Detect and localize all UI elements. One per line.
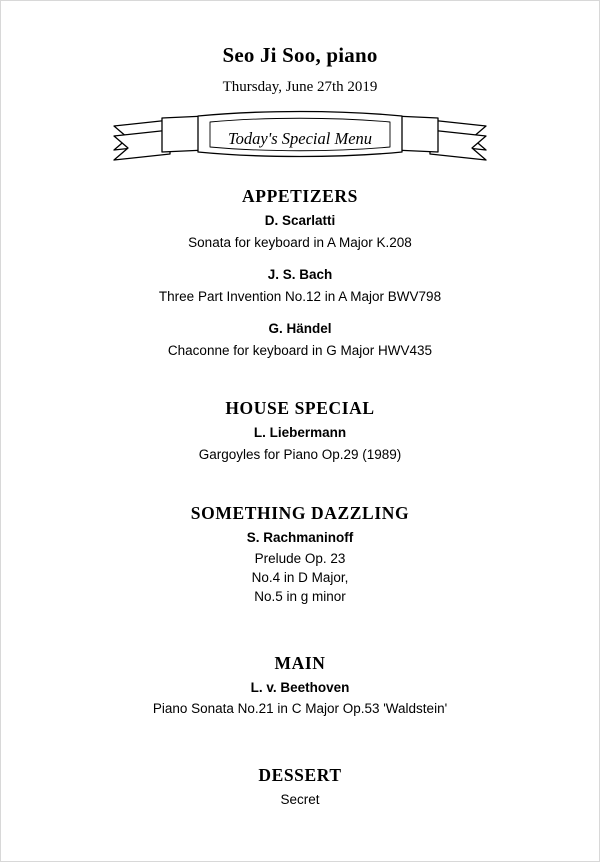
work-title-lines [41,549,559,606]
work-title-line: Prelude Op. 23 [254,551,346,567]
section-title: DESSERT [258,764,342,785]
recital-date: Thursday, June 27th 2019 [222,79,378,95]
menu-item [41,790,559,810]
work-title: Three Part Invention No.12 in A Major BWV798 [158,288,442,304]
page-title: Seo Ji Soo, piano [222,43,378,67]
ribbon-label: Today's Special Menu [227,128,373,148]
section-title: APPETIZERS [242,186,358,206]
composer-name: L. v. Beethoven [250,679,350,695]
menu-list [41,186,559,809]
composer-name: G. Händel [268,321,332,337]
menu-item [41,528,559,607]
menu-section-something-dazzling [41,503,559,607]
menu-item [41,319,559,360]
menu-section-house-special [41,398,559,464]
composer-name: D. Scarlatti [264,213,336,228]
section-title: SOMETHING DAZZLING [190,502,410,523]
composer-name: S. Rachmaninoff [246,529,354,545]
menu-section-dessert [41,765,559,810]
work-title: Chaconne for keyboard in G Major HWV435 [167,342,433,358]
section-title: HOUSE SPECIAL [225,398,375,419]
menu-item [41,423,559,464]
work-title: Piano Sonata No.21 in C Major Op.53 'Waldstein' [152,701,448,717]
menu-section-appetizers [41,186,559,360]
section-spacer [41,370,559,398]
section-spacer [41,729,559,765]
menu-item [41,265,559,306]
work-title-line: No.5 in g minor [254,589,346,605]
section-spacer [41,617,559,653]
program-content [1,1,599,809]
ribbon-banner [41,110,559,172]
composer-name: L. Liebermann [253,425,347,441]
work-title: Secret [280,791,320,807]
composer-name: J. S. Bach [267,267,333,283]
menu-item [41,678,559,719]
menu-item [41,211,559,252]
work-title-line: No.4 in D Major, [251,570,349,586]
section-spacer [41,475,559,503]
section-title: MAIN [274,652,326,673]
menu-section-main [41,653,559,719]
work-title: Sonata for keyboard in A Major K.208 [188,234,412,250]
work-title: Gargoyles for Piano Op.29 (1989) [198,446,402,462]
